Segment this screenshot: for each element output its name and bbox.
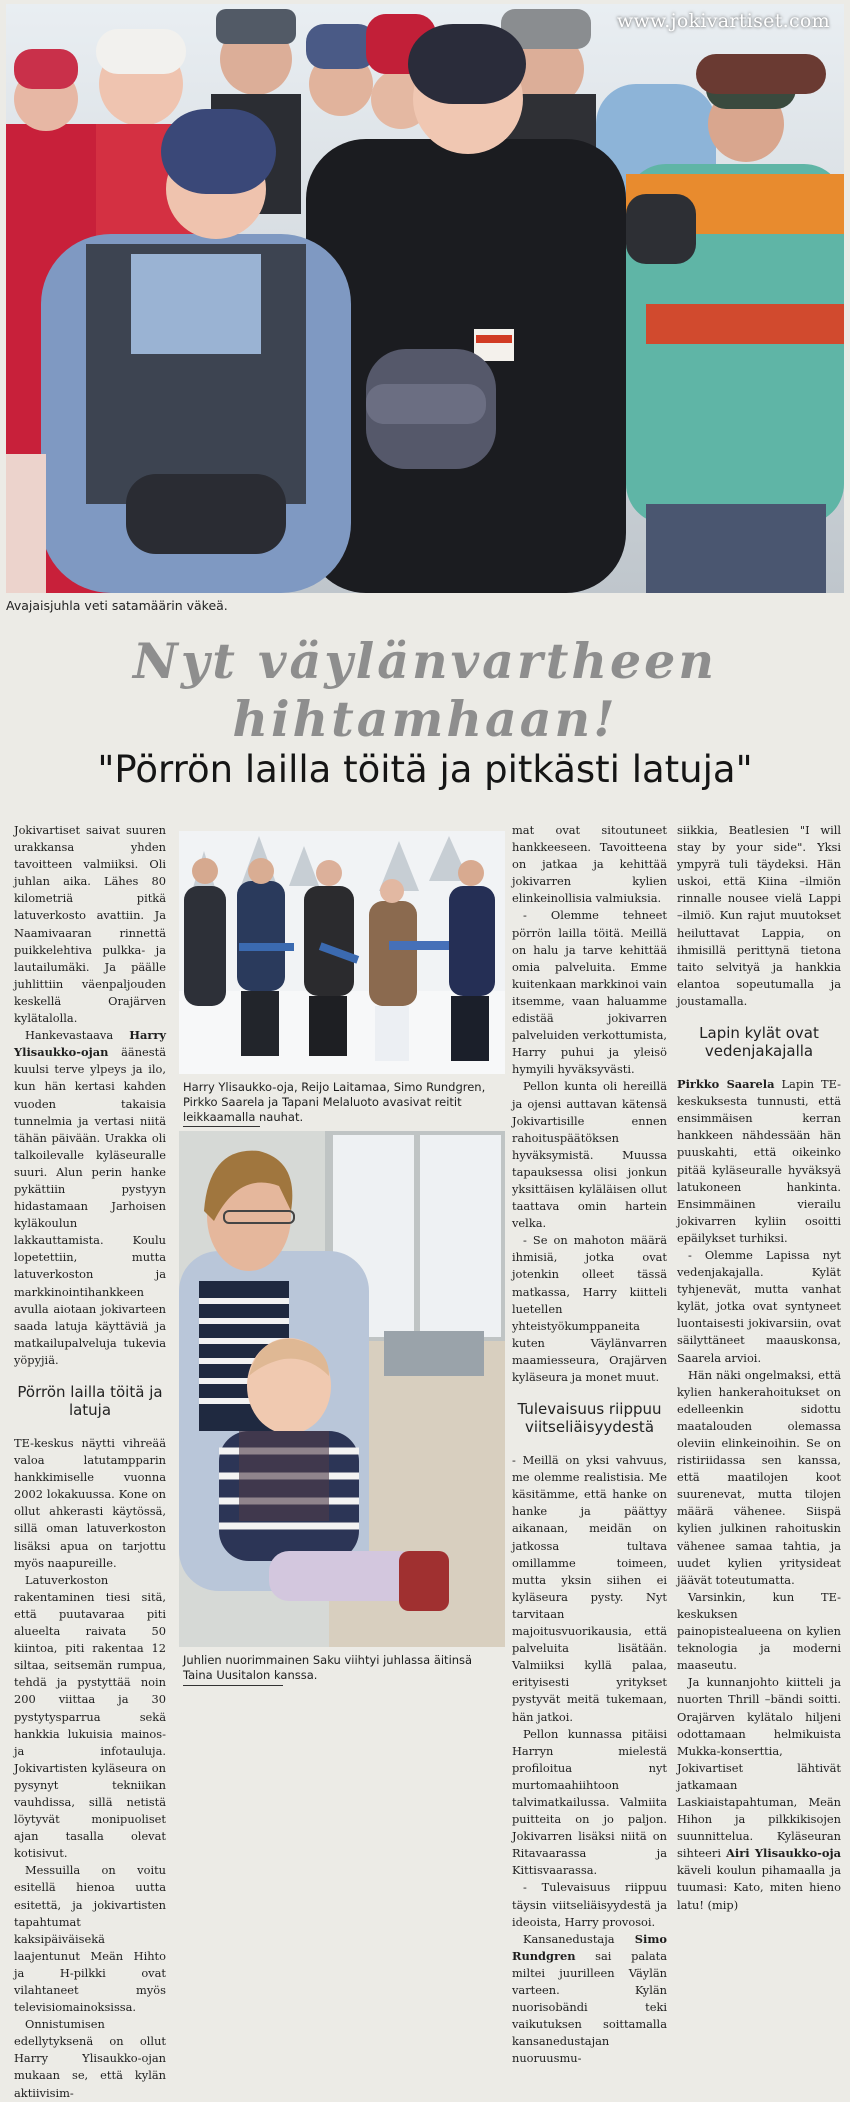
text-run: käveli koulun pihamaalla ja tuumasi: Kato, miten hieno latu! (mip) [677, 1863, 841, 1912]
paragraph: Varsinkin, kun TE-keskuksen painopistealueena on kylien teknologia ja moderni maaseutu. [677, 1589, 841, 1673]
paragraph: - Olemme Lapissa nyt vedenjakajalla. Kylät tyhjenevät, mutta vanhat kylät, jotka ovat syntyneet luontaisesti jokivarsiin, ovat säilyttäneet maauskonsa, Saarela arvioi. [677, 1247, 841, 1365]
paragraph: Messuilla on voitu esitellä hienoa uutta esitettä, ja jokivartisten tapahtumat kaksipäiväisekä laajentunut Meän Hihto ja H-pilkki ovat vilahtaneet myös televisiomainoksissa. [14, 1863, 166, 2015]
text-run: Lapin TE-keskuksesta tunnusti, että ensimmäisen kerran hankkeen nähdessään hän puuskahti, että oikeinko pitää kyläseuralle hyväksyä latukoneen hankinta. Ensimmäinen vierailu jokivarren kyliin osoitti epäilykset turhiksi. [677, 1077, 842, 1245]
person-name: Simo Rundgren [512, 1931, 667, 1963]
person-right [626, 164, 844, 593]
mother-child-illustration [179, 1131, 505, 1647]
text-run: Hankevastaava [25, 1028, 130, 1043]
paragraph: - Meillä on yksi vahvuus, me olemme realistisia. Me käsitämme, että hanke on hanke ja päättyy aikanaan, meidän on jatkossa tultava omillamme toimeen, mutta yksin siihen ei kyläseura pysty. Nyt tarvitaan majoitusvuorikausia, että palveluita lisätään. Valmiiksi kyllä palaa, erityisesti yritykset pystyvät meitä tukemaan, hän jatkoi. [512, 1453, 667, 1724]
article-column-1 [14, 822, 166, 2102]
headline-line-1: Nyt väylänvartheen [133, 632, 717, 690]
headline [0, 632, 850, 748]
paragraph: Pellon kunnassa pitäisi Harryn mielestä profiloitua nyt murtomaahiihtoon talvimatkailussa. Valmiita puitteita on jo paljon. Jokivarren lisäksi niitä on Ritavaarassa ja Kittisvaarassa. [512, 1726, 667, 1878]
paragraph: Hän näki ongelmaksi, että kylien hankerahoitukset on edelleenkin sidottu maatalouden olemassa oleviin elinkeinoihin. Se on ristiriidassa sen kanssa, että maatilojen koot suurenevat, mutta tilojen määrä vähenee. Siispä kylien julkinen rahoituskin vähenee samaa tahtia, ja uudet kylien yritysideat jäävät toteutumatta. [677, 1367, 841, 1587]
person-name: Harry Ylisaukko-ojan [14, 1028, 166, 1060]
article-column-4 [677, 822, 841, 1914]
paragraph [677, 1674, 841, 1913]
person-name: Pirkko Saarela [677, 1077, 775, 1092]
section-heading: Lapin kylät ovat vedenjakajalla [699, 1024, 819, 1061]
watermark: www.jokivartiset.com [616, 10, 830, 32]
ribbon-cutting-caption: Harry Ylisaukko-oja, Reijo Laitamaa, Simo Rundgren, Pirkko Saarela ja Tapani Melaluoto avasivat reitit leikkaamalla nauhat. [183, 1080, 486, 1124]
caption-divider [183, 1685, 283, 1686]
top-photo [6, 4, 844, 593]
ribbon-cutting-photo [179, 831, 505, 1074]
section-heading: Pörrön lailla töitä ja latuja [17, 1383, 163, 1419]
caption-divider [183, 1126, 260, 1127]
text-run: äänestä kuulsi terve ylpeys ja ilo, kun hän kertasi kahden vuoden takaisia tunnelmia ja vertasi niitä tähän päivään. Urakka oli talkoilevalle kyläseuralle suuri. Alun perin hanke pykättiin pystyyn hidastamaan Jarhoisen kyläkoulun lakkauttamista. Koulu lopetettiin, mutta latuverkoston ja markkinointihankkeen avulla aiotaan jokivarteen saada latuja käyttäviä ja matkailupalveluja tukevia yöpyjiä. [14, 1045, 166, 1367]
person-name: Airi Ylisaukko-oja [726, 1846, 841, 1861]
paragraph: Jokivartiset saivat suuren urakkansa yhden tavoitteen valmiiksi. Oli juhlan aika. Lähes 80 kilometriä pitkä latuverkosto avattiin. Ja Naamivaaran rinnettä puikkelehtiva pulkka- ja lautailumäki. Ja päälle juhlittiin väenpaljouden keskellä Orajärven kylätalolla. [14, 823, 166, 1026]
paragraph [677, 1076, 841, 1247]
paragraph: TE-keskus näytti vihreää valoa latutampparin hankkimiselle vuonna 2002 lokakuussa. Kone on ollut ahkerasti käytössä, sillä oman latuverkoston lisäksi apua on tarjottu myös naapureille. [14, 1436, 166, 1570]
paragraph: Pellon kunta oli hereillä ja ojensi auttavan kätensä Jokivartisille ennen rahoituspäätöksen hyväksymistä. Muussa tapauksessa olisi jonkun yksittäisen kyläläisen ollut taattava omin hartein velka. [512, 1079, 667, 1231]
crowd-photo-illustration [6, 4, 844, 593]
text-run: sai palata miltei juurilleen Väylän varteen. Kylän nuorisobändi teki vaikutuksen soittamalla kansanedustajan nuoruusmu- [512, 1948, 667, 2066]
article-column-3 [512, 822, 667, 2067]
paragraph [14, 1027, 166, 1369]
section-heading: Tulevaisuus riippuu viitseliäisyydestä [517, 1400, 662, 1437]
ribbon-cutting-illustration [179, 831, 505, 1074]
mother-child-photo [179, 1131, 505, 1647]
headline-line-2: hihtamhaan! [232, 690, 618, 748]
paragraph: - Tulevaisuus riippuu täysin viitseliäisyydestä ja ideoista, Harry provosoi. [512, 1880, 667, 1929]
mother-child-caption: Juhlien nuorimmainen Saku viihtyi juhlassa äitinsä Taina Uusitalon kanssa. [183, 1653, 473, 1682]
text-run: Kansanedustaja [523, 1931, 635, 1946]
top-photo-caption: Avajaisjuhla veti satamäärin väkeä. [6, 598, 228, 613]
paragraph: Onnistumisen edellytyksenä on ollut Harry Ylisaukko-ojan mukaan se, että kylän aktiivisim- [14, 2017, 166, 2100]
paragraph: mat ovat sitoutuneet hankkeeseen. Tavoitteena on jatkaa ja kehittää jokivarren kylien elinkeinollisia valmiuksia. [512, 823, 667, 906]
text-run: Ja kunnanjohto kiitteli ja nuorten Thrill –bändi soitti. Orajärven kylätalo hiljeni odottamaan helmikuista Mukka-konserttia, Jokivartiset lähtivät jatkamaan Laskiaistapahtuman, Meän Hihon ja pilkkikisojen suunnittelua. Kyläseuran sihteeri [677, 1675, 841, 1861]
paragraph: Latuverkoston rakentaminen tiesi sitä, että puutavaraa piti alueelta raivata 50 kiintoa, piti rakentaa 12 siltaa, seitsemän rumpua, tehdä ja pystyttää noin 200 viittaa ja 30 pystytysparrua sekä hankkia lukuisia mainos- ja infotauluja. Jokivartisten kyläseura on pysynyt tekniikan vauhdissa, sillä netistä löytyvät monipuoliset ajan tasalla olevat kotisivut. [14, 1572, 166, 1861]
paragraph: siikkia, Beatlesien "I will stay by your side". Yksi ympyrä tuli täydeksi. Hän uskoi, että Kiina –ilmiön rinnalle nousee vielä Lappi –ilmiö. Kun rajut muutokset heiluttavat Lappia, on ihmisillä perittynä tietona taito selvityä ja hankkia elantoa sopeutumalla ja joustamalla. [677, 823, 841, 1008]
paragraph: - Olemme tehneet pörrön lailla töitä. Meillä on halu ja tarve kehittää omia palveluita. Emme kuitenkaan markkinoi vain itsemme, vaan haluamme edistää jokivarren palveluiden verkottumista, Harry puhui ja yleisö hymyili hyväksyvästi. [512, 908, 667, 1077]
paragraph [512, 1931, 667, 2068]
subheadline: "Pörrön lailla töitä ja pitkästi latuja" [97, 748, 753, 791]
paragraph: - Se on mahoton määrä ihmisiä, jotka ovat jotenkin olleet tässä matkassa, Harry kiitteli luetellen yhteistyökumppaneita kuten Väylänvarren maamiesseura, Orajärven kyläseura ja monet muut. [512, 1233, 667, 1384]
